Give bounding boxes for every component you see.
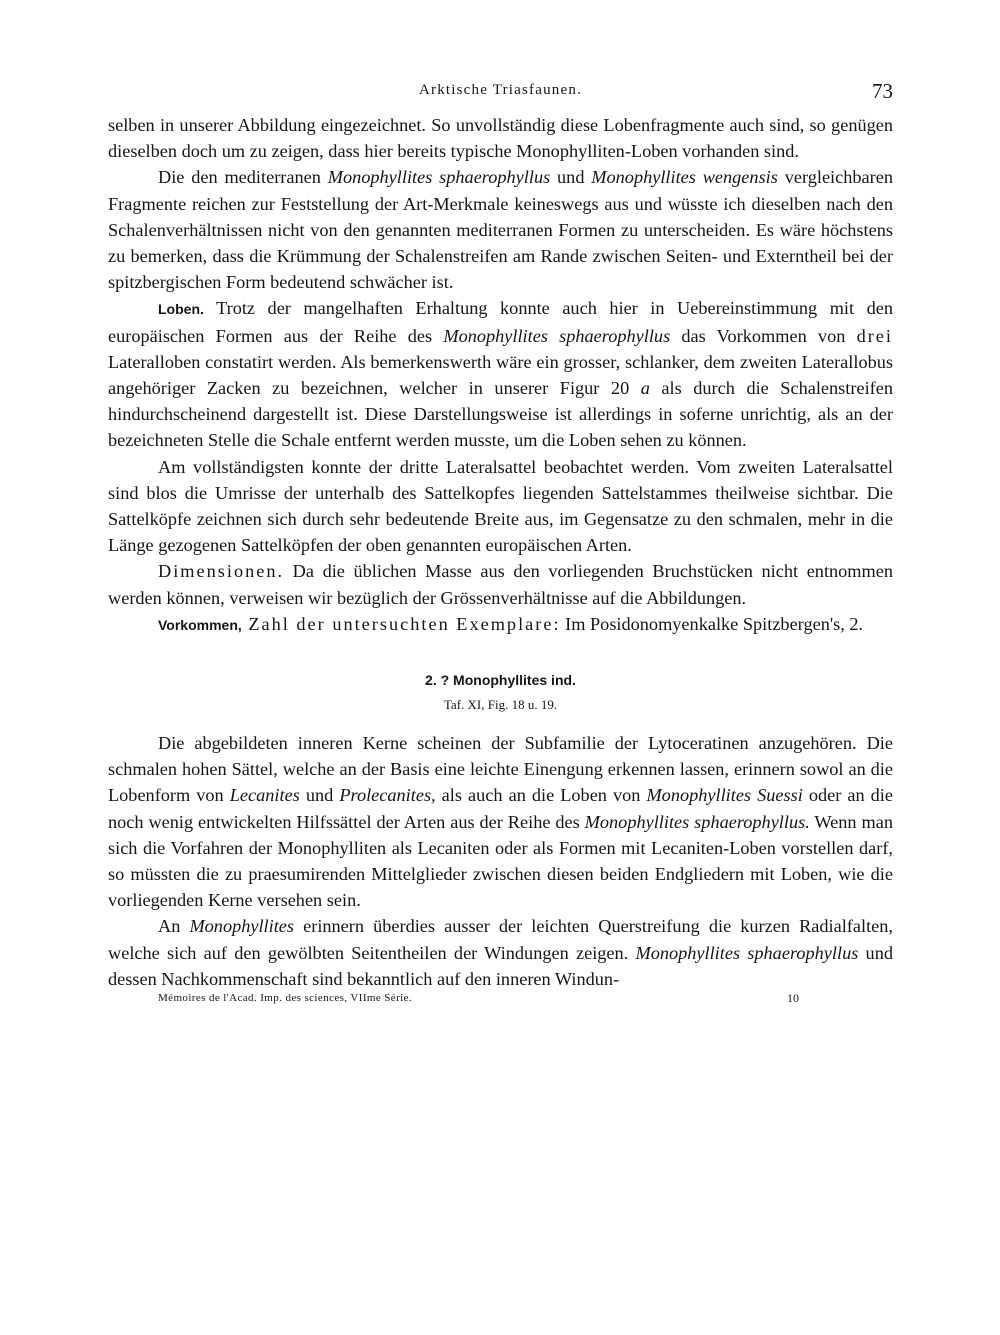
footer-signature-number: 10 [787,991,799,1006]
text-run: das Vorkommen von [670,325,857,346]
text-run: Wenn man sich die Vorfahren der Monophylliten als Lecaniten oder als Formen mit Lecaniten-Loben vorstellen darf, so müssten die zu praesumirenden Mittelglieder zwischen diesen beiden Endgliedern mit Loben, wie die vorliegenden Kerne versehen sein. [108,811,893,911]
species-name: Monophyllites sphaerophyllus [327,167,551,188]
section-label-loben: Loben. [158,301,204,318]
text-run: als auch an die Loben von [435,785,647,806]
plate-reference: Taf. XI, Fig. 18 u. 19. [443,697,558,713]
text-run: und dessen Nachkommenschaft sind bekanntlich auf den inneren Windun- [108,942,893,989]
species-name: Monophyllites sphaerophyllus. [584,811,810,832]
paragraph-dimensionen [108,558,893,610]
page-footer [108,992,893,1012]
paragraph-continuation: selben in unserer Abbildung eingezeichnet. So unvollständig diese Lobenfragmente auch sind, so genügen dieselben doch um zu zeigen, dass hier bereits typische Monophylliten-Loben vorhanden sind. [108,115,893,162]
running-title: Arktische Triasfaunen. [418,82,583,98]
paragraph-radialfalten [108,913,893,992]
text-run: Die abgebildeten inneren Kerne scheinen der Subfamilie der Lytoceratinen anzugehören. Die schmalen hohen Sättel, welche an der Basis eine leichte Einengung erkennen lassen, erinnern sowol an die Lobenform von [108,733,893,806]
text-run: Lateralloben constatirt werden. Als bemerkenswerth wäre ein grosser, schlanker, dem zweiten Laterallobus angehöriger Zacken zu bezeichnen, welcher in unserer Figur 20 [108,351,893,399]
text-run: Im Posidonomyenkalke Spitzbergen's, 2. [560,613,864,634]
text-run: An [158,916,190,937]
text-run: Trotz der mangelhaften Erhaltung konnte auch hier in Uebereinstimmung mit den europäischen Formen aus der Reihe des [108,298,893,346]
genus-name: Lecanites [229,785,300,806]
paragraph-lytoceratinen [108,730,893,913]
section-label-dimensionen: Dimensionen. [158,561,285,582]
paragraph-comparison [108,164,893,295]
genus-name: Monophyllites [189,916,295,937]
running-header [108,78,893,112]
species-name: Monophyllites wengensis [591,167,778,188]
text-run: oder an die noch wenig entwickelten Hilfssättel der Arten aus der Reihe des [108,785,893,832]
figure-letter: a [640,378,650,399]
text-run: als durch die Schalenstreifen hindurchscheinend dargestellt ist. Diese Darstellungsweise ist allerdings in soferne unrichtig, als an der bezeichneten Stelle die Schale entfernt werden musste, um die Loben sehen zu können. [108,378,893,451]
text-run: erinnern überdies ausser der leichten Querstreifung die kurzen Radialfalten, welche sich auf den gewölbten Seitentheilen der Windungen zeigen. [108,916,893,963]
paragraph-lateralsattel: Am vollständigsten konnte der dritte Lateralsattel beobachtet werden. Vom zweiten Lateralsattel sind blos die Umrisse der unterhalb des Sattelkopfes liegenden Sattelstammes theilweise sichtbar. Die Sattelköpfe zeichnen sich durch sehr bedeutende Breite aus, im Gegensatze zu den schmalen, mehr in die Länge gezogenen Sattelköpfen der oben genannten europäischen Arten. [108,456,893,556]
section-heading: 2. ? Monophyllites ind. [425,672,576,689]
text-run: und [299,785,340,806]
text-run: und [550,167,592,188]
emphasis-spaced: Zahl der untersuchten Exemplare: [241,613,561,634]
page-content [108,78,893,1012]
species-name: Monophyllites sphaerophyllus [635,942,859,963]
paragraph-loben [108,295,893,453]
text-run: Da die üblichen Masse aus den vorliegenden Bruchstücken nicht entnommen werden können, verweisen wir bezüglich der Grössenverhältnisse auf die Abbildungen. [108,561,893,608]
species-name: Monophyllites sphaerophyllus [443,325,671,346]
text-run: Die den mediterranen [158,167,328,188]
species-name: Monophyllites Suessi [646,785,803,806]
emphasis-spaced: drei [856,325,893,346]
footer-series-note: Mémoires de l'Acad. Imp. des sciences, VIIme Série. [158,992,413,1005]
page-number: 73 [872,79,893,103]
genus-name: Prolecanites, [339,785,436,806]
text-run: vergleichbaren Fragmente reichen zur Feststellung der Art-Merkmale keineswegs aus und wüsste ich dieselben nach den Schalenverhältnissen nicht von den genannten mediterranen Formen zu unterscheiden. Es wäre höchstens zu bemerken, dass die Krümmung der Schalenstreifen am Rande zwischen Seiten- und Externtheil bei der spitzbergischen Form bedeutend schwächer ist. [108,167,893,293]
paragraph-vorkommen [108,611,893,638]
section-label-vorkommen: Vorkommen, [158,616,242,633]
